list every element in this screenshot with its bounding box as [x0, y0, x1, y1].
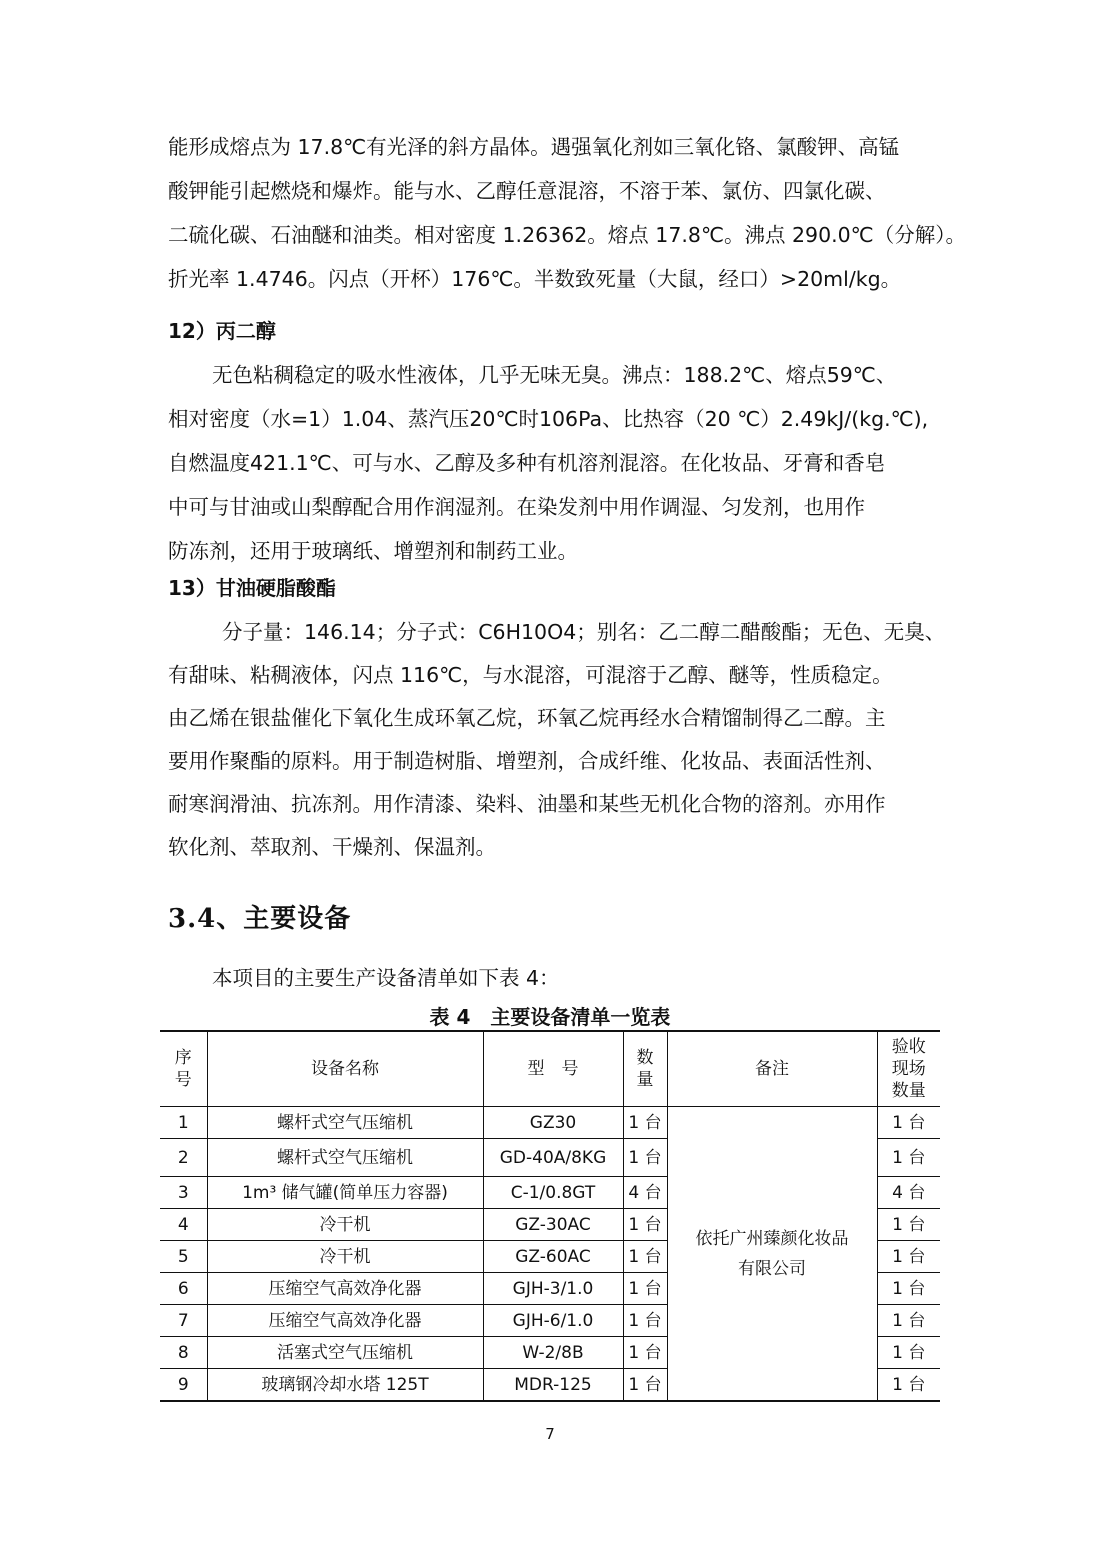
cell-name: 压缩空气高效净化器: [207, 1273, 483, 1305]
cell-acceptance: 1 台: [877, 1273, 940, 1305]
equipment-table: [160, 1030, 940, 1402]
cell-seq: 9: [160, 1369, 207, 1402]
cell-name: 螺杆式空气压缩机: [207, 1139, 483, 1177]
subheading-glyceryl-stearate: 13）甘油硬脂酸酯: [168, 576, 336, 600]
cell-seq: 4: [160, 1209, 207, 1241]
cell-seq: 5: [160, 1241, 207, 1273]
body-text-line: 有甜味、粘稠液体，闪点 116℃，与水混溶，可混溶于乙醇、醚等，性质稳定。: [168, 663, 893, 687]
body-text-line: 耐寒润滑油、抗冻剂。用作清漆、染料、油墨和某些无机化合物的溶剂。亦用作: [168, 792, 886, 816]
cell-qty: 1 台: [623, 1107, 667, 1139]
section-heading: 3.4、主要设备: [168, 904, 352, 934]
table-header-row: [160, 1031, 940, 1107]
body-text-line: 分子量：146.14；分子式：C6H10O4；别名：乙二醇二醋酸酯；无色、无臭、: [222, 620, 946, 644]
cell-seq: 6: [160, 1273, 207, 1305]
cell-qty: 1 台: [623, 1139, 667, 1177]
cell-acceptance: 1 台: [877, 1139, 940, 1177]
subheading-propylene-glycol: 12）丙二醇: [168, 319, 276, 343]
cell-acceptance: 1 台: [877, 1107, 940, 1139]
page-number: 7: [545, 1425, 555, 1443]
body-text-line: 防冻剂，还用于玻璃纸、增塑剂和制药工业。: [168, 539, 578, 563]
body-text-line: 中可与甘油或山梨醇配合用作润湿剂。在染发剂中用作调湿、匀发剂，也用作: [168, 495, 865, 519]
cell-model: GJH-6/1.0: [483, 1305, 623, 1337]
cell-remark: 依托广州臻颜化妆品 有限公司: [667, 1107, 877, 1402]
header-model: 型 号: [483, 1031, 623, 1107]
body-text-line: 酸钾能引起燃烧和爆炸。能与水、乙醇任意混溶，不溶于苯、氯仿、四氯化碳、: [168, 179, 886, 203]
cell-model: GZ30: [483, 1107, 623, 1139]
cell-name: 玻璃钢冷却水塔 125T: [207, 1369, 483, 1402]
body-text-line: 能形成熔点为 17.8℃有光泽的斜方晶体。遇强氧化剂如三氧化铬、氯酸钾、高锰: [168, 135, 900, 159]
cell-model: W-2/8B: [483, 1337, 623, 1369]
body-text-line: 二硫化碳、石油醚和油类。相对密度 1.26362。熔点 17.8℃。沸点 290.0℃（分解）。: [168, 223, 966, 247]
cell-name: 压缩空气高效净化器: [207, 1305, 483, 1337]
body-text-line: 软化剂、萃取剂、干燥剂、保温剂。: [168, 835, 496, 859]
cell-acceptance: 1 台: [877, 1369, 940, 1402]
cell-model: C-1/0.8GT: [483, 1177, 623, 1209]
cell-model: GJH-3/1.0: [483, 1273, 623, 1305]
cell-name: 活塞式空气压缩机: [207, 1337, 483, 1369]
cell-name: 1m³ 储气罐(简单压力容器): [207, 1177, 483, 1209]
body-text-line: 无色粘稠稳定的吸水性液体，几乎无味无臭。沸点：188.2℃、熔点59℃、: [212, 363, 897, 387]
cell-qty: 1 台: [623, 1209, 667, 1241]
cell-acceptance: 1 台: [877, 1209, 940, 1241]
table-row: [160, 1107, 940, 1139]
cell-model: GZ-30AC: [483, 1209, 623, 1241]
cell-name: 冷干机: [207, 1209, 483, 1241]
header-remark: 备注: [667, 1031, 877, 1107]
body-text-line: 要用作聚酯的原料。用于制造树脂、增塑剂，合成纤维、化妆品、表面活性剂、: [168, 749, 886, 773]
header-seq: 序 号: [160, 1031, 207, 1107]
body-text-line: 相对密度（水=1）1.04、蒸汽压20℃时106Pa、比热容（20 ℃）2.49kJ/(kg.℃),: [168, 407, 929, 431]
cell-model: GZ-60AC: [483, 1241, 623, 1273]
cell-qty: 4 台: [623, 1177, 667, 1209]
cell-seq: 1: [160, 1107, 207, 1139]
body-text-line: 自燃温度421.1℃、可与水、乙醇及多种有机溶剂混溶。在化妆品、牙膏和香皂: [168, 451, 886, 475]
cell-acceptance: 1 台: [877, 1305, 940, 1337]
cell-seq: 2: [160, 1139, 207, 1177]
cell-model: GD-40A/8KG: [483, 1139, 623, 1177]
cell-acceptance: 4 台: [877, 1177, 940, 1209]
body-text-line: 由乙烯在银盐催化下氧化生成环氧乙烷，环氧乙烷再经水合精馏制得乙二醇。主: [168, 706, 886, 730]
cell-seq: 8: [160, 1337, 207, 1369]
table-caption: 表 4 主要设备清单一览表: [429, 1005, 671, 1029]
header-qty: 数 量: [623, 1031, 667, 1107]
cell-model: MDR-125: [483, 1369, 623, 1402]
table-intro-text: 本项目的主要生产设备清单如下表 4：: [212, 966, 560, 990]
body-text-line: 折光率 1.4746。闪点（开杯）176℃。半数致死量（大鼠，经口）>20ml/kg。: [168, 267, 902, 291]
header-name: 设备名称: [207, 1031, 483, 1107]
cell-qty: 1 台: [623, 1273, 667, 1305]
cell-qty: 1 台: [623, 1369, 667, 1402]
cell-acceptance: 1 台: [877, 1241, 940, 1273]
header-acceptance-qty: 验收 现场 数量: [877, 1031, 940, 1107]
cell-qty: 1 台: [623, 1241, 667, 1273]
cell-name: 螺杆式空气压缩机: [207, 1107, 483, 1139]
cell-seq: 7: [160, 1305, 207, 1337]
cell-qty: 1 台: [623, 1337, 667, 1369]
cell-name: 冷干机: [207, 1241, 483, 1273]
cell-seq: 3: [160, 1177, 207, 1209]
cell-acceptance: 1 台: [877, 1337, 940, 1369]
cell-qty: 1 台: [623, 1305, 667, 1337]
